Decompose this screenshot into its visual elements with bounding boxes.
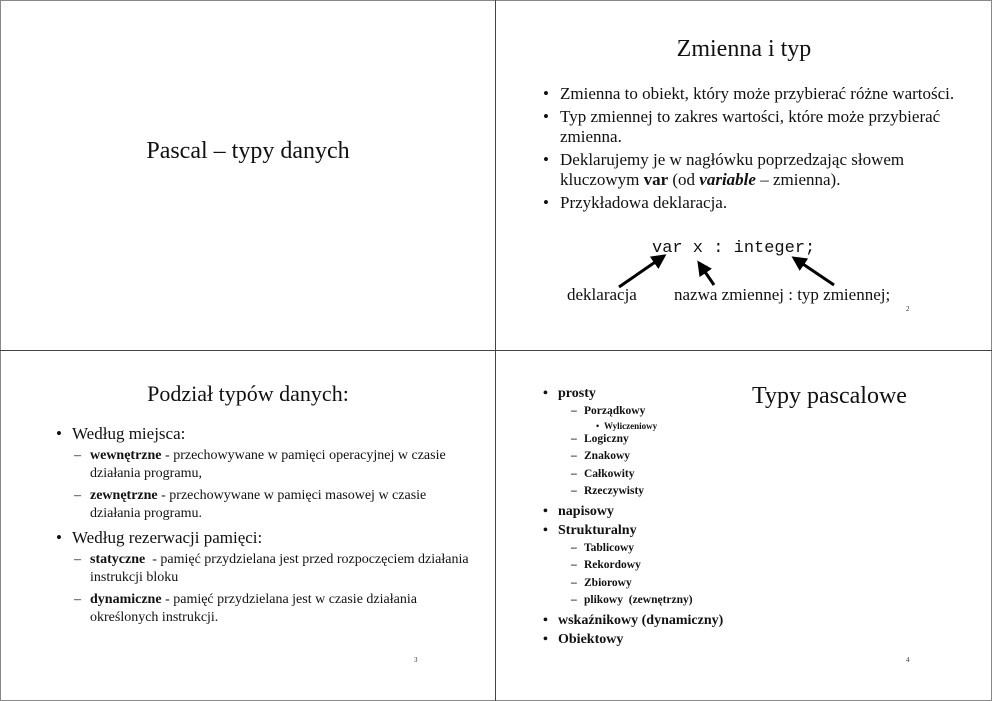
list-item (54, 423, 474, 523)
slide-2 (496, 0, 992, 351)
page-number: 4 (906, 656, 910, 664)
type-obiektowy: • Obiektowy (542, 630, 802, 649)
sub-list (570, 540, 802, 610)
label-declaration: deklaracja (567, 285, 637, 304)
sub-item (570, 403, 802, 431)
bullet-item: • Typ zmiennej to zakres wartości, które może przybierać zmienna. (540, 107, 960, 147)
arrow-to-var (619, 256, 664, 287)
pascal-types-list (542, 384, 802, 649)
sub-item (72, 551, 474, 587)
group-heading: Według miejsca: (72, 424, 186, 443)
sub-sub-list (596, 421, 802, 431)
type-strukturalny: Strukturalny (558, 522, 637, 538)
type-prosty: prosty (558, 386, 596, 401)
keyword-variable: variable (699, 170, 756, 189)
slide-4-title: Typy pascalowe (752, 383, 907, 409)
bullet-text: (od (668, 170, 700, 189)
slide-3-title: Podział typów danych: (147, 381, 349, 406)
slide-3-list (54, 423, 474, 631)
keyword-var: var (643, 170, 669, 189)
type-rzeczywisty: – Rzeczywisty (570, 483, 802, 501)
bullet-text: Deklarujemy je w nagłówku poprzedzając słowem kluczowym (560, 150, 905, 189)
slide-1 (0, 0, 496, 351)
slide-2-title: Zmienna i typ (676, 36, 812, 62)
type-porzadkowy: Porządkowy (584, 405, 646, 417)
type-wskaznikowy: • wskaźnikowy (dynamiczny) (542, 611, 802, 630)
type-napisowy: • napisowy (542, 502, 802, 521)
list-item (542, 384, 802, 501)
page-number: 2 (906, 305, 910, 313)
type-tablicowy: – Tablicowy (570, 540, 802, 558)
sub-list (72, 447, 474, 523)
slide-1-title: Pascal – typy danych (146, 138, 350, 164)
arrow-to-x (699, 263, 714, 285)
bullet-text: – zmienna). (755, 170, 841, 189)
type-zbiorowy: – Zbiorowy (570, 575, 802, 593)
sub-list (72, 551, 474, 627)
type-znakowy: – Znakowy (570, 448, 802, 466)
list-item (54, 527, 474, 627)
term: dynamiczne (90, 592, 162, 607)
term: wewnętrzne (90, 448, 162, 463)
desc: - przechowywane w pamięci operacyjnej w czasie działania programu, (90, 448, 446, 481)
term: zewnętrzne (90, 488, 158, 503)
page-number: 3 (414, 656, 418, 664)
bullet-item: • Przykładowa deklaracja. (540, 193, 960, 213)
code-declaration: var x : integer; (652, 239, 816, 258)
type-rekordowy: – Rekordowy (570, 557, 802, 575)
type-plikowy: – plikowy (zewnętrzny) (570, 592, 802, 610)
sub-item (72, 591, 474, 627)
type-calkowity: – Całkowity (570, 466, 802, 484)
sub-item (72, 447, 474, 483)
type-logiczny: – Logiczny (570, 431, 802, 449)
desc: - pamięć przydzielana jest przed rozpoczęciem działania instrukcji bloku (90, 552, 473, 585)
label-name-type: nazwa zmiennej : typ zmiennej; (674, 285, 891, 304)
slide-4 (496, 351, 992, 701)
sub-item (72, 487, 474, 523)
list-item (542, 521, 802, 610)
arrow-to-integer (794, 258, 834, 285)
type-wyliczeniowy: • Wyliczeniowy (596, 421, 802, 431)
sub-list (570, 403, 802, 501)
bullet-item: • Zmienna to obiekt, który może przybierać różne wartości. (540, 84, 960, 104)
desc: - pamięć przydzielana jest w czasie działania określonych instrukcji. (90, 592, 417, 625)
term: statyczne (90, 552, 146, 567)
desc: - przechowywane w pamięci masowej w czasie działania programu. (90, 488, 427, 521)
group-heading: Według rezerwacji pamięci: (72, 528, 263, 547)
slide-3 (0, 351, 496, 701)
